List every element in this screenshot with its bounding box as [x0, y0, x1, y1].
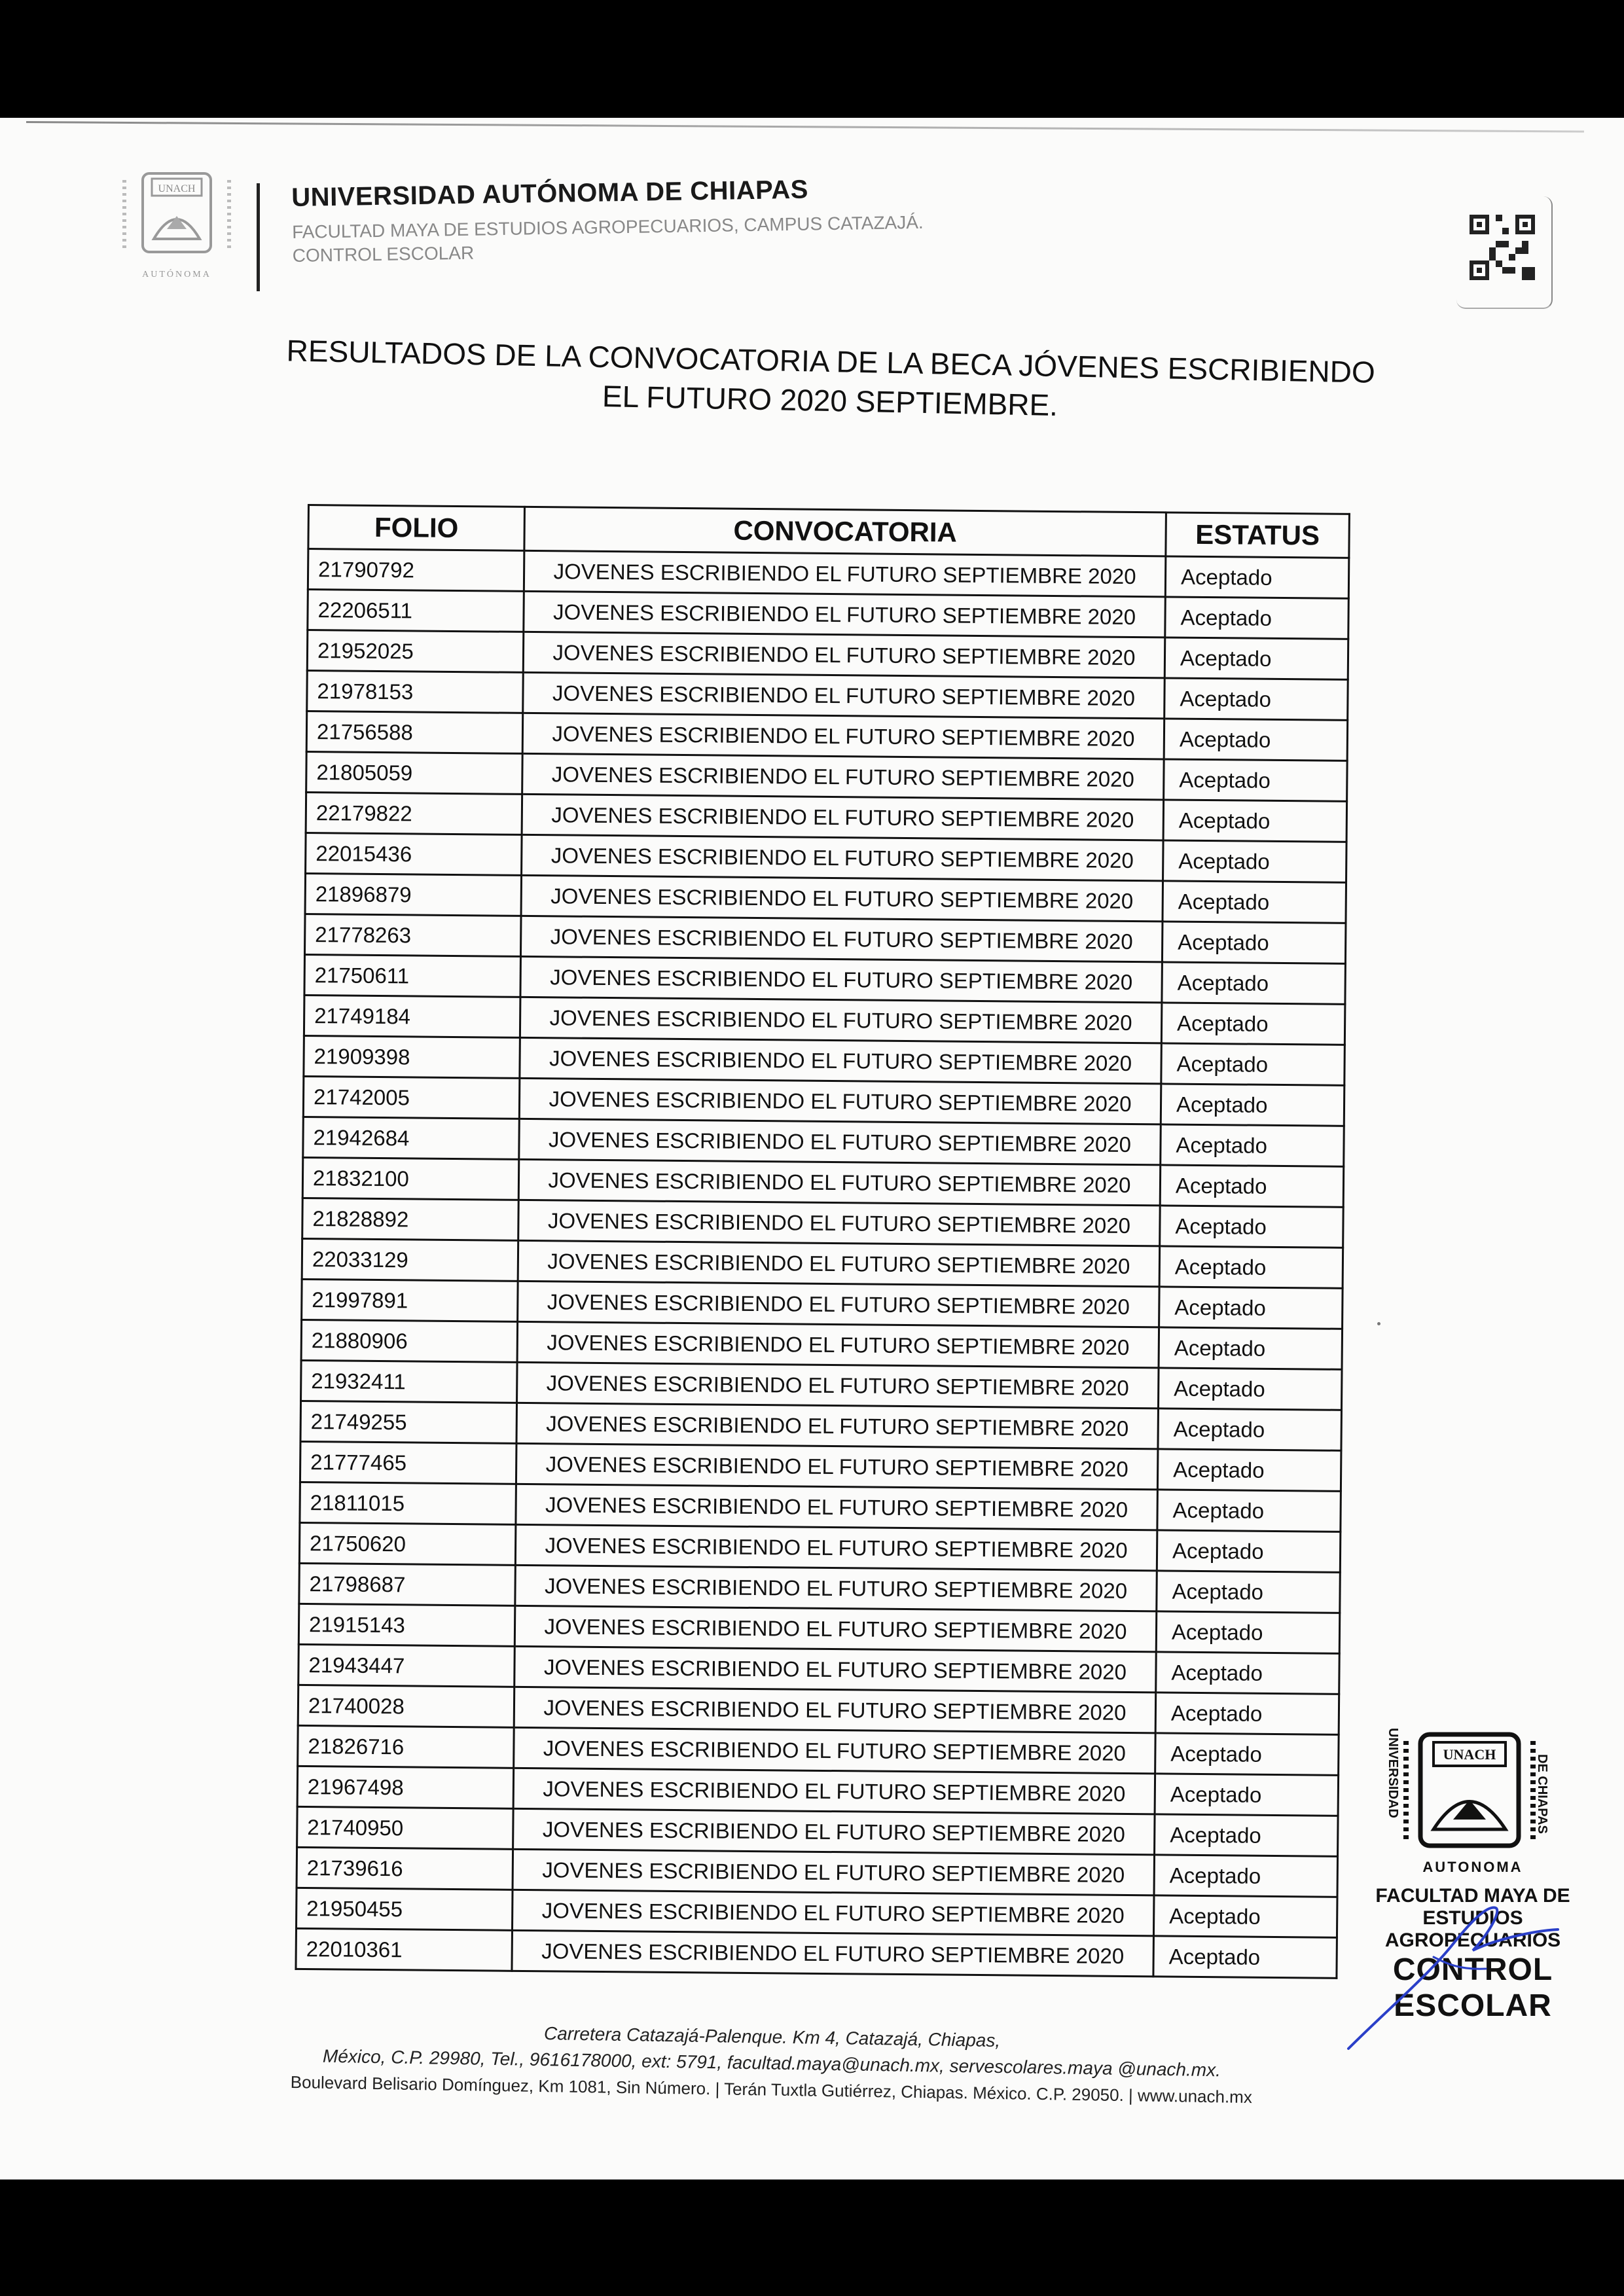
estatus-cell: Aceptado	[1162, 962, 1346, 1004]
folio-cell: 21798687	[299, 1563, 516, 1605]
estatus-cell: Aceptado	[1161, 1043, 1345, 1085]
folio-cell: 21915143	[298, 1604, 515, 1646]
convocatoria-cell: JOVENES ESCRIBIENDO EL FUTURO SEPTIEMBRE 2020	[522, 794, 1164, 840]
faculty-name: FACULTAD MAYA DE ESTUDIOS AGROPECUARIOS, CAMPUS CATAZAJÁ.	[291, 211, 924, 242]
estatus-cell: Aceptado	[1162, 922, 1346, 963]
convocatoria-cell: JOVENES ESCRIBIENDO EL FUTURO SEPTIEMBRE 2020	[520, 956, 1163, 1003]
header-divider	[257, 183, 260, 291]
folio-cell: 21790792	[308, 549, 524, 592]
convocatoria-cell: JOVENES ESCRIBIENDO EL FUTURO SEPTIEMBRE 2020	[520, 997, 1162, 1043]
convocatoria-cell: JOVENES ESCRIBIENDO EL FUTURO SEPTIEMBRE 2020	[517, 1362, 1159, 1408]
header-convocatoria: CONVOCATORIA	[524, 507, 1166, 556]
svg-text:AUTONOMA: AUTONOMA	[1422, 1859, 1523, 1875]
folio-cell: 21997891	[302, 1279, 518, 1321]
convocatoria-cell: JOVENES ESCRIBIENDO EL FUTURO SEPTIEMBRE 2020	[522, 834, 1164, 881]
estatus-cell: Aceptado	[1155, 1774, 1339, 1816]
svg-text:UNACH: UNACH	[1443, 1746, 1496, 1763]
svg-text:UNIVERSIDAD: UNIVERSIDAD	[1386, 1728, 1400, 1818]
folio-cell: 21950455	[297, 1888, 513, 1930]
letterhead	[291, 173, 924, 266]
estatus-cell: Aceptado	[1153, 1895, 1337, 1937]
header-estatus: ESTATUS	[1166, 512, 1350, 558]
estatus-cell: Aceptado	[1164, 719, 1348, 761]
folio-cell: 21805059	[306, 751, 523, 794]
folio-cell: 21828892	[302, 1198, 519, 1240]
estatus-cell: Aceptado	[1164, 678, 1348, 720]
estatus-cell: Aceptado	[1158, 1408, 1342, 1450]
folio-cell: 21740028	[298, 1685, 514, 1727]
folio-cell: 22015436	[306, 833, 522, 875]
qr-code-icon	[1470, 215, 1535, 280]
convocatoria-cell: JOVENES ESCRIBIENDO EL FUTURO SEPTIEMBRE 2020	[518, 1200, 1161, 1246]
estatus-cell: Aceptado	[1155, 1693, 1339, 1734]
stamp-line-2: ESTUDIOS AGROPECUARIOS	[1384, 1907, 1561, 1951]
folio-cell: 21750620	[299, 1522, 516, 1565]
folio-cell: 21932411	[301, 1360, 518, 1403]
header-folio: FOLIO	[308, 505, 525, 551]
convocatoria-cell: JOVENES ESCRIBIENDO EL FUTURO SEPTIEMBRE 2020	[518, 1240, 1160, 1287]
convocatoria-cell: JOVENES ESCRIBIENDO EL FUTURO SEPTIEMBRE 2020	[513, 1849, 1155, 1895]
svg-text:UNACH: UNACH	[158, 183, 196, 194]
folio-cell: 21880906	[301, 1319, 518, 1362]
estatus-cell: Aceptado	[1163, 800, 1347, 842]
qr-code-card	[1456, 196, 1553, 309]
folio-cell: 21777465	[300, 1441, 516, 1484]
estatus-cell: Aceptado	[1159, 1287, 1343, 1329]
signature-icon	[1335, 1892, 1571, 2055]
folio-cell: 22010361	[296, 1928, 513, 1971]
university-seal-icon	[1375, 1715, 1591, 1878]
table-row	[296, 1928, 1337, 1978]
estatus-cell: Aceptado	[1164, 759, 1348, 801]
estatus-cell: Aceptado	[1160, 1165, 1344, 1207]
estatus-cell: Aceptado	[1157, 1530, 1341, 1572]
convocatoria-cell: JOVENES ESCRIBIENDO EL FUTURO SEPTIEMBRE 2020	[522, 753, 1164, 800]
convocatoria-cell: JOVENES ESCRIBIENDO EL FUTURO SEPTIEMBRE 2020	[514, 1605, 1157, 1652]
convocatoria-cell: JOVENES ESCRIBIENDO EL FUTURO SEPTIEMBRE 2020	[512, 1930, 1154, 1977]
estatus-cell: Aceptado	[1154, 1855, 1338, 1897]
convocatoria-cell: JOVENES ESCRIBIENDO EL FUTURO SEPTIEMBRE 2020	[513, 1768, 1155, 1814]
convocatoria-cell: JOVENES ESCRIBIENDO EL FUTURO SEPTIEMBRE 2020	[516, 1484, 1158, 1530]
estatus-cell: Aceptado	[1155, 1733, 1339, 1775]
folio-cell: 21740950	[297, 1806, 514, 1849]
folio-cell: 21978153	[307, 671, 524, 713]
folio-cell: 21749184	[304, 995, 520, 1037]
svg-text:AUTÓNOMA: AUTÓNOMA	[142, 270, 211, 279]
footer-address-line-1: Carretera Catazajá-Palenque. Km 4, Catazajá, Chiapas,	[543, 2023, 1001, 2051]
results-table-container	[295, 504, 1348, 1979]
convocatoria-cell: JOVENES ESCRIBIENDO EL FUTURO SEPTIEMBRE 2020	[514, 1687, 1156, 1733]
convocatoria-cell: JOVENES ESCRIBIENDO EL FUTURO SEPTIEMBRE 2020	[515, 1524, 1157, 1571]
folio-cell: 21749255	[300, 1401, 517, 1443]
stamp-line-3: CONTROL ESCOLAR	[1392, 1952, 1553, 2023]
convocatoria-cell: JOVENES ESCRIBIENDO EL FUTURO SEPTIEMBRE 2020	[518, 1159, 1161, 1206]
svg-text:DE CHIAPAS: DE CHIAPAS	[1535, 1754, 1549, 1834]
title-line-2: EL FUTURO 2020 SEPTIEMBRE.	[602, 379, 1058, 423]
title-line-1: RESULTADOS DE LA CONVOCATORIA DE LA BECA JÓVENES ESCRIBIENDO	[286, 333, 1376, 389]
stamp-line-1: FACULTAD MAYA DE	[1375, 1885, 1570, 1907]
convocatoria-cell: JOVENES ESCRIBIENDO EL FUTURO SEPTIEMBRE 2020	[523, 632, 1165, 678]
document-footer	[247, 2016, 1296, 2111]
folio-cell: 22033129	[302, 1238, 518, 1281]
convocatoria-cell: JOVENES ESCRIBIENDO EL FUTURO SEPTIEMBRE 2020	[517, 1321, 1159, 1368]
folio-cell: 21750611	[304, 954, 521, 997]
convocatoria-cell: JOVENES ESCRIBIENDO EL FUTURO SEPTIEMBRE 2020	[524, 591, 1166, 637]
convocatoria-cell: JOVENES ESCRIBIENDO EL FUTURO SEPTIEMBRE 2020	[514, 1727, 1156, 1774]
estatus-cell: Aceptado	[1153, 1936, 1337, 1978]
convocatoria-cell: JOVENES ESCRIBIENDO EL FUTURO SEPTIEMBRE 2020	[519, 1119, 1161, 1165]
folio-cell: 21942684	[303, 1117, 520, 1159]
estatus-cell: Aceptado	[1155, 1814, 1339, 1856]
estatus-cell: Aceptado	[1159, 1246, 1343, 1288]
department-name: CONTROL ESCOLAR	[292, 242, 475, 266]
estatus-cell: Aceptado	[1161, 1084, 1344, 1126]
folio-cell: 21943447	[298, 1644, 515, 1687]
folio-cell: 21952025	[307, 630, 524, 673]
estatus-cell: Aceptado	[1165, 597, 1349, 639]
footer-address-line-2: México, C.P. 29980, Tel., 9616178000, ext: 5791, facultad.maya@unach.mx, servescolares.maya @unach.mx.	[322, 2045, 1221, 2081]
estatus-cell: Aceptado	[1160, 1206, 1344, 1247]
folio-cell: 21811015	[300, 1482, 516, 1524]
estatus-cell: Aceptado	[1157, 1571, 1341, 1613]
estatus-cell: Aceptado	[1165, 556, 1349, 598]
convocatoria-cell: JOVENES ESCRIBIENDO EL FUTURO SEPTIEMBRE 2020	[522, 713, 1164, 759]
university-logo-icon	[111, 167, 242, 285]
folio-cell: 21826716	[298, 1725, 514, 1768]
folio-cell: 22179822	[306, 792, 522, 834]
estatus-cell: Aceptado	[1159, 1327, 1343, 1369]
folio-cell: 21739616	[297, 1847, 513, 1890]
footer-address-line-3: Boulevard Belisario Domínguez, Km 1081, Sin Número. | Terán Tuxtla Gutiérrez, Chiapas. México. C.P. 29050. | www.unach.mx	[290, 2072, 1253, 2108]
estatus-cell: Aceptado	[1156, 1652, 1340, 1694]
estatus-cell: Aceptado	[1157, 1449, 1341, 1491]
estatus-cell: Aceptado	[1163, 840, 1347, 882]
convocatoria-cell: JOVENES ESCRIBIENDO EL FUTURO SEPTIEMBRE 2020	[516, 1403, 1159, 1449]
convocatoria-cell: JOVENES ESCRIBIENDO EL FUTURO SEPTIEMBRE 2020	[520, 916, 1163, 962]
folio-cell: 21967498	[297, 1766, 514, 1808]
scan-speck	[1377, 1322, 1380, 1325]
convocatoria-cell: JOVENES ESCRIBIENDO EL FUTURO SEPTIEMBRE 2020	[521, 875, 1163, 922]
university-name: UNIVERSIDAD AUTÓNOMA DE CHIAPAS	[291, 175, 809, 212]
convocatoria-cell: JOVENES ESCRIBIENDO EL FUTURO SEPTIEMBRE 2020	[514, 1646, 1157, 1693]
scan-border-top	[0, 0, 1624, 118]
convocatoria-cell: JOVENES ESCRIBIENDO EL FUTURO SEPTIEMBRE 2020	[512, 1890, 1154, 1936]
folio-cell: 21778263	[304, 914, 521, 956]
folio-cell: 21742005	[303, 1076, 520, 1119]
convocatoria-cell: JOVENES ESCRIBIENDO EL FUTURO SEPTIEMBRE 2020	[520, 1037, 1162, 1084]
estatus-cell: Aceptado	[1156, 1611, 1340, 1653]
convocatoria-cell: JOVENES ESCRIBIENDO EL FUTURO SEPTIEMBRE 2020	[515, 1565, 1157, 1611]
convocatoria-cell: JOVENES ESCRIBIENDO EL FUTURO SEPTIEMBRE 2020	[516, 1443, 1158, 1490]
estatus-cell: Aceptado	[1163, 881, 1346, 923]
estatus-cell: Aceptado	[1158, 1368, 1342, 1410]
folio-cell: 22206511	[308, 590, 524, 632]
convocatoria-cell: JOVENES ESCRIBIENDO EL FUTURO SEPTIEMBRE 2020	[523, 672, 1165, 719]
convocatoria-cell: JOVENES ESCRIBIENDO EL FUTURO SEPTIEMBRE 2020	[519, 1078, 1161, 1124]
convocatoria-cell: JOVENES ESCRIBIENDO EL FUTURO SEPTIEMBRE 2020	[518, 1281, 1160, 1327]
scan-border-bottom	[0, 2179, 1624, 2296]
estatus-cell: Aceptado	[1161, 1003, 1345, 1045]
convocatoria-cell: JOVENES ESCRIBIENDO EL FUTURO SEPTIEMBRE 2020	[513, 1808, 1155, 1855]
estatus-cell: Aceptado	[1157, 1490, 1341, 1532]
folio-cell: 21896879	[305, 873, 522, 916]
folio-cell: 21909398	[304, 1035, 520, 1078]
estatus-cell: Aceptado	[1164, 637, 1348, 679]
folio-cell: 21832100	[302, 1157, 519, 1200]
folio-cell: 21756588	[306, 711, 523, 754]
results-table	[295, 504, 1350, 1979]
convocatoria-cell: JOVENES ESCRIBIENDO EL FUTURO SEPTIEMBRE 2020	[524, 550, 1166, 597]
estatus-cell: Aceptado	[1161, 1124, 1344, 1166]
